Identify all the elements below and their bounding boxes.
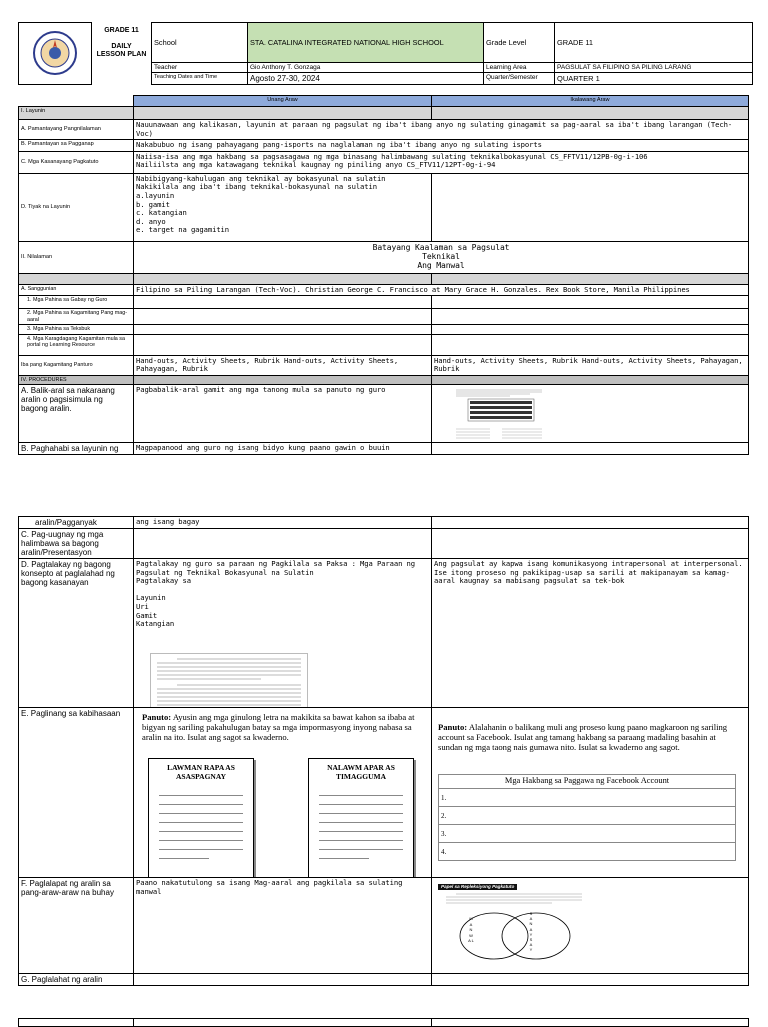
venn-diagram-icon xyxy=(442,892,592,962)
dlp-header-table xyxy=(18,22,753,85)
tiyak-value: Nabibigyang-kahulugan ang teknikal ay bokasyunal na sulatin Nakikilala ang iba't ibang teknikal-bokasyunal na sulatin a.layunin b. gamit c. katangian d. anyo e. target na gagamitin xyxy=(134,173,432,241)
a-day1: Pagbabalik-aral gamit ang mga tanong mula sa panuto ng guro xyxy=(134,385,432,443)
a-label: A. Balik-aral sa nakaraang aralin o pagsisimula ng bagong aralin. xyxy=(19,385,134,443)
venn-right-label: S A N A Y S A Y xyxy=(529,911,533,953)
pagganap-value: Nakabubuo ng isang pahayagang pang-isports na naglalaman ng iba't ibang anyo ng sulating isports xyxy=(134,140,749,152)
area-value: PAGSULAT SA FILIPINO SA PILING LARANG xyxy=(555,63,753,73)
scramble-box-1-lines xyxy=(159,787,243,859)
nilalaman-label: II. Nilalaman xyxy=(19,241,134,273)
teacher-value: Gio Anthony T. Gonzaga xyxy=(248,63,484,73)
scramble-box-2 xyxy=(308,758,414,878)
area-label: Learning Area xyxy=(484,63,555,73)
doc-type: GRADE 11 DAILY LESSON PLAN xyxy=(96,26,147,58)
e-panuto2 xyxy=(438,722,738,752)
page-3 xyxy=(0,1018,768,1024)
pangnilalaman-value: Nauunawaan ang kalikasan, layunin at paraan ng pagsulat ng iba't ibang anyo ng sulating ginagamit sa pag-aaral sa iba't ibang larangan (Tech-Voc) xyxy=(134,120,749,140)
f-day2-cell xyxy=(432,878,749,974)
pagkatuto-label: C. Mga Kasanayang Pagkatuto xyxy=(19,151,134,173)
scramble-box-1-title: LAWMAN RAPA AS ASASPAGNAY xyxy=(167,763,235,781)
d-day2: Ang pagsulat ay kapwa isang komunikasyong intrapersonal at interpersonal. Ise itong proseso ng pakikipag-usap sa sarili at makipanayam sa kamag-aaral kaugnay sa mabisang pagsulat sa tek-bok xyxy=(432,559,749,708)
sub4-label: 4. Mga Karagdagang Kagamitan mula sa portal ng Learning Resource xyxy=(19,334,134,355)
b-cont-day1: ang isang bagay xyxy=(134,517,432,529)
quarter-label: Quarter/Semester xyxy=(484,73,555,85)
e-panuto1 xyxy=(142,712,422,742)
fb-step-2: 2. xyxy=(439,807,736,825)
procedures-table xyxy=(18,516,749,986)
nilalaman-value: Batayang Kaalaman sa Pagsulat Teknikal Ang Manwal xyxy=(134,241,749,273)
venn-left-label: M A N W A L xyxy=(468,916,474,944)
scramble-box-1 xyxy=(148,758,254,878)
worksheet-thumbnail-icon xyxy=(450,387,550,443)
grade-label: Grade Level xyxy=(484,23,555,63)
d-day1-cell xyxy=(134,559,432,708)
sanggunian-value: Filipino sa Piling Larangan (Tech-Voc). Christian George C. Francisco at Mary Grace H. Gonzales. Rex Book Store, Manila Philippines xyxy=(134,284,749,296)
deped-seal xyxy=(19,23,92,85)
manwal-excerpt-image xyxy=(150,653,308,708)
f-label: F. Paglalapat ng aralin sa pang-araw-araw na buhay xyxy=(19,878,134,974)
sanggunian-label: A. Sanggunian xyxy=(19,284,134,296)
reflection-banner: Papel sa Repleksiyong Pagkatuto xyxy=(438,884,517,890)
b-label: B. Paghahabi sa layunin ng xyxy=(19,443,134,455)
sub2-label: 2. Mga Pahina sa Kagamitang Pang mag-aaral xyxy=(19,309,134,325)
lesson-table xyxy=(18,95,749,455)
scramble-box-2-lines xyxy=(319,787,403,859)
iba-day2: Hand-outs, Activity Sheets, Rubrik Hand-outs, Activity Sheets, Pahayagan, Rubrik xyxy=(432,355,749,375)
procedures-label: IV. PROCEDURES xyxy=(19,375,134,384)
d-day1-text: Pagtalakay ng guro sa paraan ng Pagkilala sa Paksa : Mga Paraan ng Pagsulat ng Teknikal Bokasyunal na Sulatin Pagtalakay sa Layunin Uri Gamit Katangian xyxy=(136,559,415,629)
dates-label: Teaching Dates and Time xyxy=(152,73,248,85)
tiyak-label: D. Tiyak na Layunin xyxy=(19,173,134,241)
sub1-label: 1. Mga Pahina sa Gabay ng Guro xyxy=(19,296,134,309)
fb-step-1: 1. xyxy=(439,789,736,807)
fb-step-3: 3. xyxy=(439,825,736,843)
d-label: D. Pagtalakay ng bagong konsepto at paglalahad ng bagong kasanayan xyxy=(19,559,134,708)
e-panuto1-bold: Panuto: xyxy=(142,712,172,722)
e-label: E. Paglinang sa kabihasaan xyxy=(19,708,134,878)
school-label: School xyxy=(152,23,248,63)
c-label: C. Pag-uugnay ng mga halimbawa sa bagong aralin/Presentasyon xyxy=(19,529,134,559)
teacher-label: Teacher xyxy=(152,63,248,73)
fb-step-4: 4. xyxy=(439,843,736,861)
seal-icon xyxy=(32,30,78,76)
e-panuto2-text: Alalahanin o balikang muli ang proseso kung paano magkaroon ng sariling account sa Facebook. Isulat ang tamang hakbang sa paraang madaling basahin at sundan ng mga taong nais gumawa nito. Isulat sa kwaderno ang sagot. xyxy=(438,722,728,752)
scramble-box-2-title: NALAWM APAR AS TIMAGGUMA xyxy=(327,763,395,781)
f-day1: Paano nakatutulong sa isang Mag-aaral ang pagkilala sa sulating manwal xyxy=(134,878,432,974)
e-day1-cell xyxy=(134,708,432,878)
e-day2-cell xyxy=(432,708,749,878)
layunin-label: I. Layunin xyxy=(19,107,134,120)
iba-day1: Hand-outs, Activity Sheets, Rubrik Hand-outs, Activity Sheets, Pahayagan, Rubrik xyxy=(134,355,432,375)
fb-steps-table xyxy=(438,774,736,861)
page-2 xyxy=(0,516,768,984)
page-3-table xyxy=(18,1018,749,1027)
b-cont-label: aralin/Pagganyak xyxy=(19,517,134,529)
pagganap-label: B. Pamantayan sa Pagganap xyxy=(19,140,134,152)
sub3-label: 3. Mga Pahina sa Teksbuk xyxy=(19,325,134,334)
a-day2-worksheet xyxy=(432,385,749,443)
g-label: G. Paglalahat ng aralin xyxy=(19,974,134,986)
page-1 xyxy=(0,22,768,488)
pagkatuto-value: Naiisa-isa ang mga hakbang sa pagsasagawa ng mga binasang halimbawang sulating teknikalbokasyunal CS_FFTV11/12PB-0g-i-106 Nailiilsta ang mga katawagang teknikal kaugnay ng piniling anyo CS_FTV11/12PT-0g-i-94 xyxy=(134,151,749,173)
day1-header: Unang Araw xyxy=(134,96,432,107)
dates-value: Agosto 27-30, 2024 xyxy=(248,73,484,85)
quarter-value: QUARTER 1 xyxy=(555,73,753,85)
pangnilalaman-label: A. Pamantayang Pangnilalaman xyxy=(19,120,134,140)
grade-value: GRADE 11 xyxy=(555,23,753,63)
e-panuto1-text: Ayusin ang mga ginulong letra na makikita sa bawat kahon sa ibaba at bigyan ng sariling pakahulugan batay sa mga impormasyong inyong nabasa sa aralin na ito. Isulat ang sagot sa kwaderno. xyxy=(142,712,415,742)
school-value: STA. CATALINA INTEGRATED NATIONAL HIGH SCHOOL xyxy=(248,23,484,63)
b-day1: Magpapanood ang guro ng isang bidyo kung paano gawin o buuin xyxy=(134,443,432,455)
text-excerpt-icon xyxy=(151,654,307,708)
fb-steps-title: Mga Hakbang sa Paggawa ng Facebook Account xyxy=(439,775,736,789)
iba-label: Iba pang Kagamitang Panturo xyxy=(19,355,134,375)
day2-header: Ikalawang Araw xyxy=(432,96,749,107)
e-panuto2-bold: Panuto: xyxy=(438,722,468,732)
